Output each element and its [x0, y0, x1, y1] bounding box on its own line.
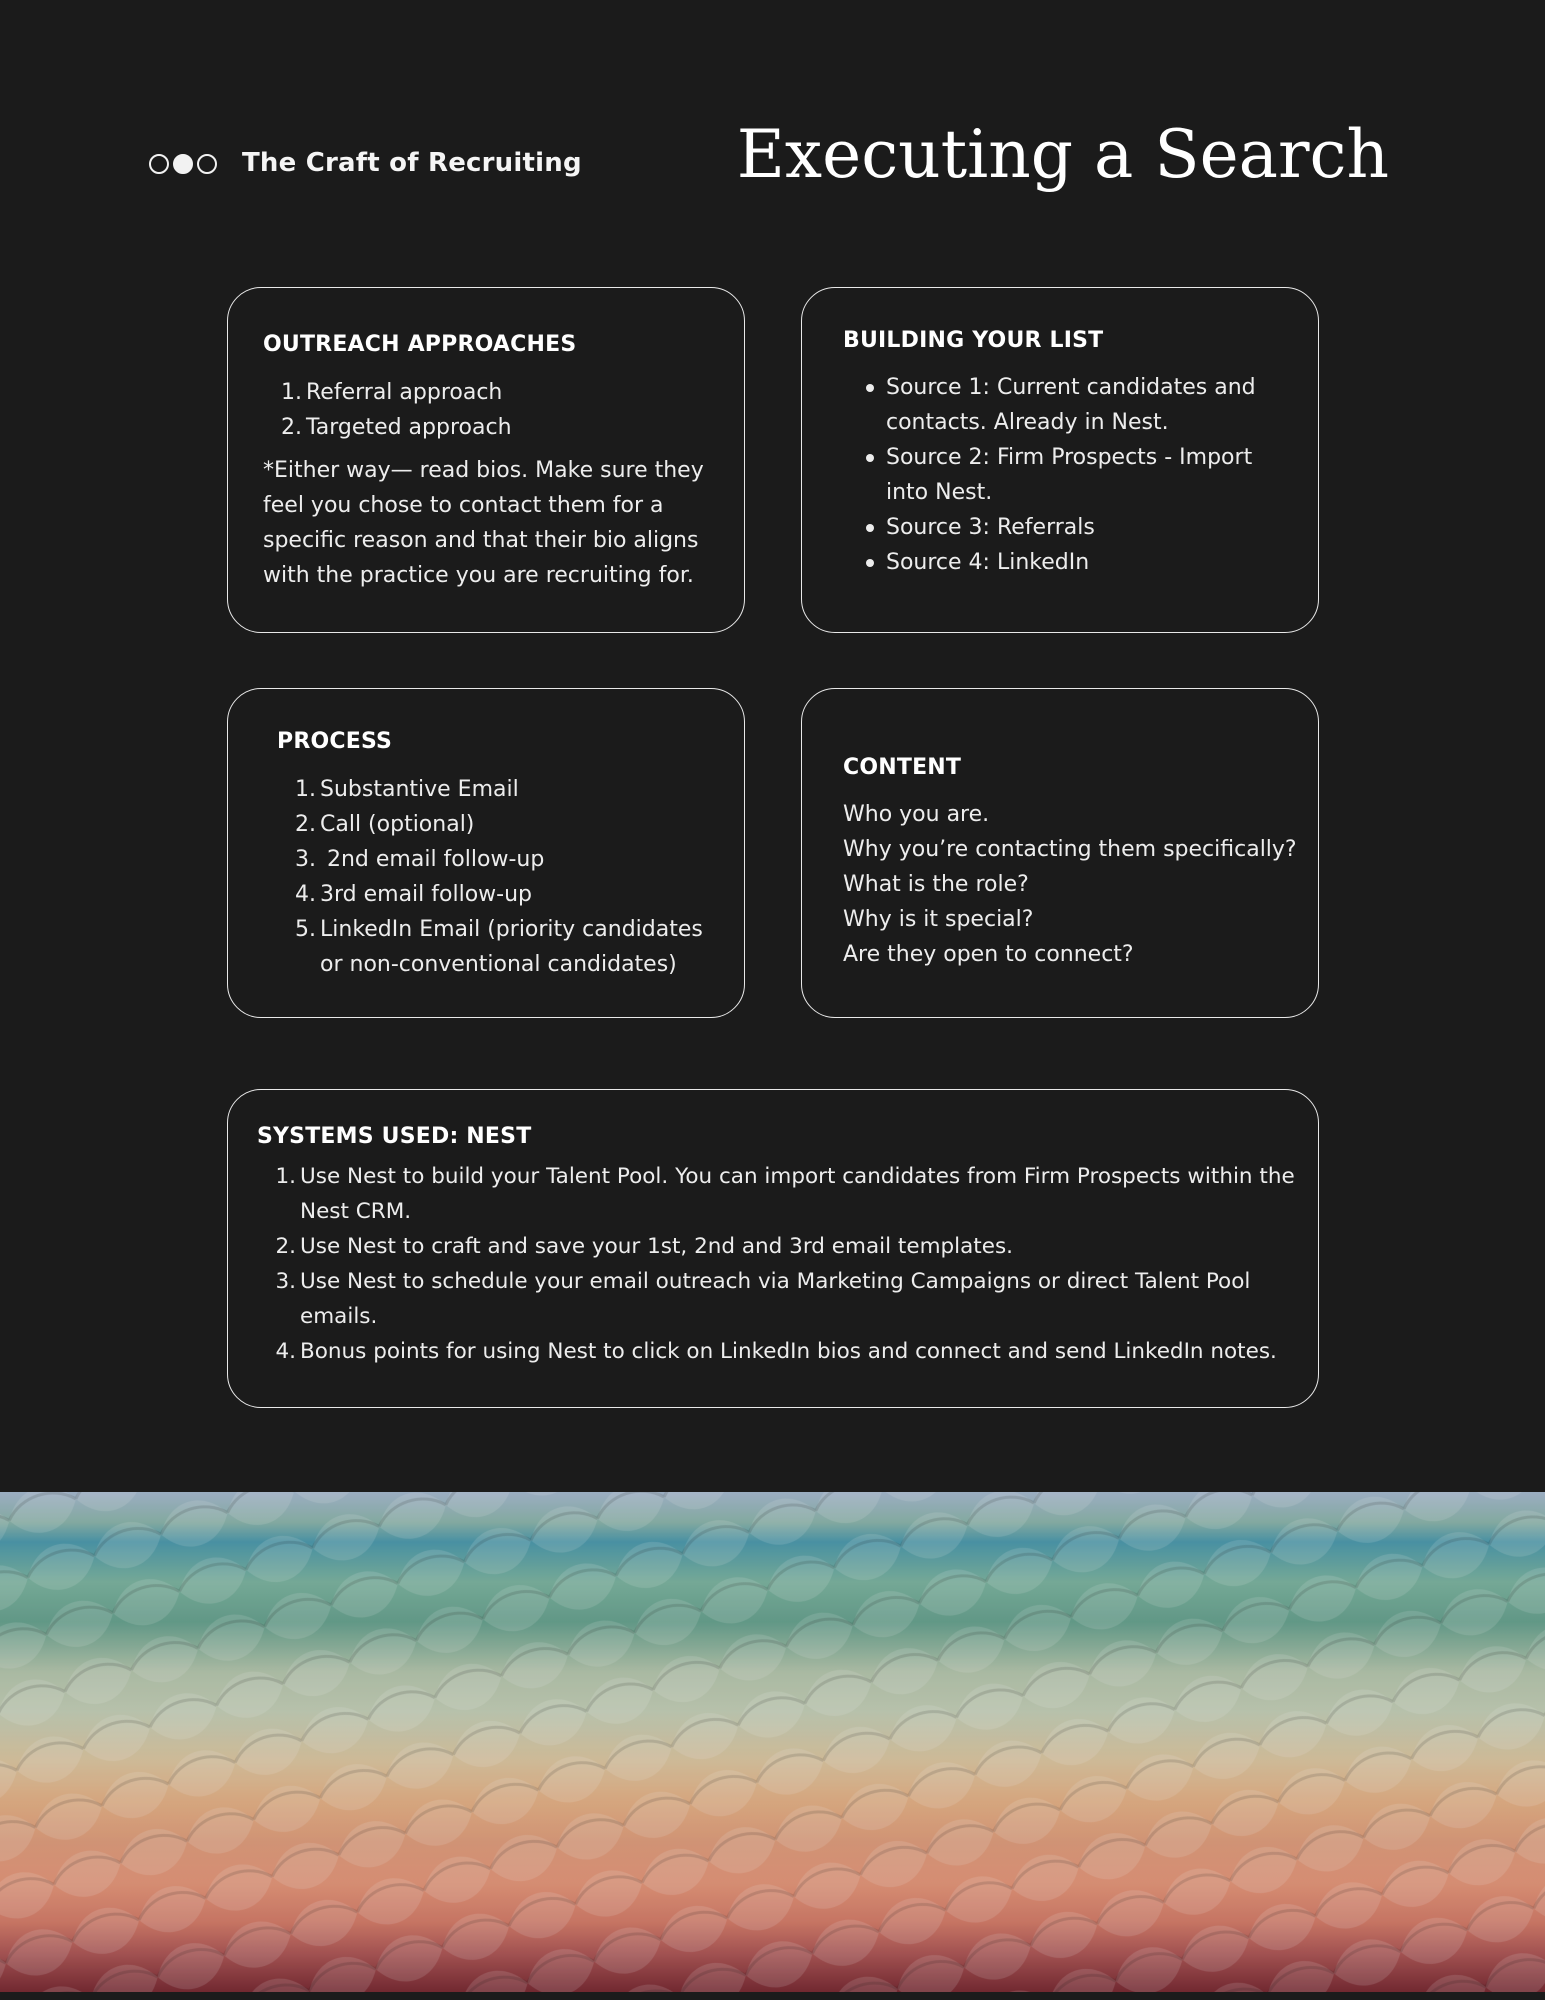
dot-outline-icon [149, 154, 169, 174]
yarn-photo [0, 1492, 1545, 1992]
list-item: 1. Referral approach [281, 380, 503, 405]
content-line: What is the role? [843, 872, 1029, 897]
systems-list [275, 1159, 1300, 1369]
content-card [801, 688, 1319, 1018]
page-header [0, 0, 1545, 260]
list-item: 1. Use Nest to build your Talent Pool. You can import candidates from Firm Prospects within the Nest CRM. [275, 1164, 1295, 1224]
building-list-card [801, 287, 1319, 633]
process-heading: PROCESS [277, 729, 393, 754]
building-list [886, 370, 1296, 580]
page-title: Executing a Search [736, 116, 1389, 193]
systems-card [227, 1089, 1319, 1408]
list-item: 4. Bonus points for using Nest to click on LinkedIn bios and connect and send LinkedIn notes. [275, 1339, 1277, 1364]
systems-heading: SYSTEMS USED: NEST [257, 1124, 532, 1149]
outreach-note: *Either way— read bios. Make sure they feel you chose to contact them for a specific reason and that their bio aligns with the practice you are recruiting for. [263, 458, 704, 588]
list-item: Source 1: Current candidates and contacts. Already in Nest. [886, 370, 1296, 440]
list-item: 2. Targeted approach [281, 415, 512, 440]
list-item: Source 4: LinkedIn [886, 545, 1296, 580]
list-item: 4. 3rd email follow-up [295, 882, 533, 907]
list-item: 2. Use Nest to craft and save your 1st, 2nd and 3rd email templates. [275, 1234, 1013, 1259]
outreach-heading: OUTREACH APPROACHES [263, 332, 577, 357]
list-item: Source 2: Firm Prospects - Import into Nest. [886, 440, 1296, 510]
building-list-heading: BUILDING YOUR LIST [843, 328, 1104, 353]
list-item: 3. 2nd email follow-up [295, 847, 545, 872]
content-lines [843, 797, 1313, 972]
content-line: Who you are. [843, 802, 990, 827]
bottom-strip [0, 1992, 1545, 2000]
list-item: Source 3: Referrals [886, 510, 1296, 545]
content-line: Are they open to connect? [843, 942, 1134, 967]
list-item: 3. Use Nest to schedule your email outreach via Marketing Campaigns or direct Talent Pool emails. [275, 1269, 1251, 1329]
yarn-texture [0, 1492, 1545, 1992]
process-list [295, 772, 720, 982]
brand-name: The Craft of Recruiting [242, 148, 582, 178]
content-line: Why you’re contacting them specifically? [843, 837, 1297, 862]
dots-icon [149, 154, 217, 174]
list-item: 2. Call (optional) [295, 812, 475, 837]
content-heading: CONTENT [843, 755, 962, 780]
list-item: 1. Substantive Email [295, 777, 519, 802]
content-line: Why is it special? [843, 907, 1034, 932]
outreach-card [227, 287, 745, 633]
process-card [227, 688, 745, 1018]
list-item: 5. LinkedIn Email (priority candidates or non-conventional candidates) [295, 917, 703, 977]
dot-outline-icon [197, 154, 217, 174]
dot-filled-icon [173, 154, 193, 174]
outreach-list [281, 375, 726, 445]
